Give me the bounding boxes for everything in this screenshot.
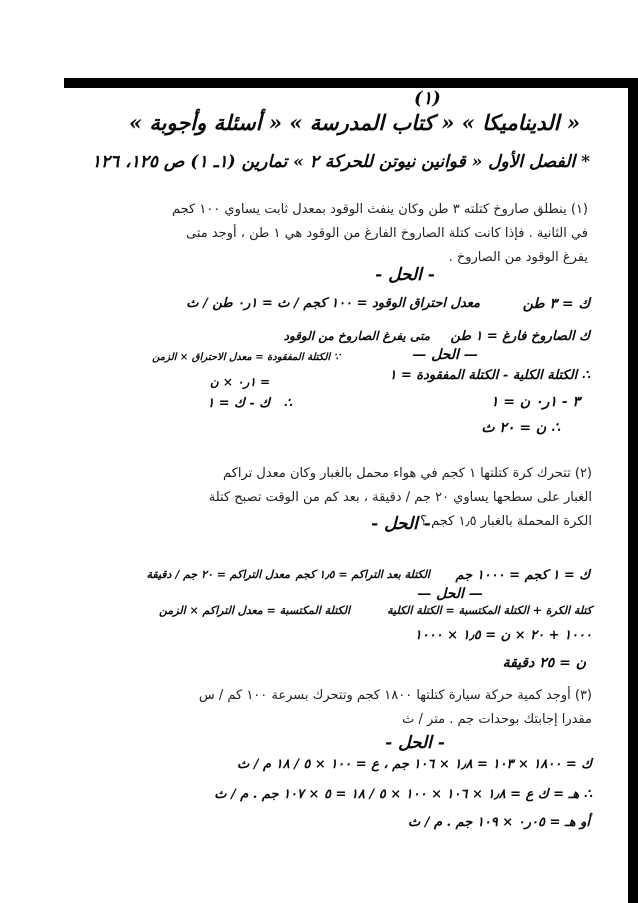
problem2-given-mass: ك = ١ كجم = ١٠٠٠ جم bbox=[455, 568, 590, 583]
problem1-given-mass: ك = ٣ طن bbox=[522, 296, 590, 312]
problem1-side-1: ∵ الكتلة المفقودة = معدل الاحتراق × الزمن bbox=[152, 352, 340, 363]
problem1-solution-title: - الحل - bbox=[375, 265, 435, 285]
problem1-question: (١) ينطلق صاروخ كتلته ٣ طن وكان ينفث الوقود بمعدل ثابت يساوي ١٠٠ كجم في الثانية . فإذا كانت كتلة الصاروخ الفارغ من الوقود هي ١ طن ، أوجد متى يفرغ الوقود من الصاروخ . bbox=[171, 202, 588, 265]
problem2-step-2: ١٠٠٠ + ٢٠ × ن = ١٫٥ × ١٠٠٠ bbox=[414, 628, 592, 643]
problem1-given-empty: ك الصاروخ فارغ = ١ طن bbox=[450, 329, 590, 344]
problem3-line-2: ∴ هـ = ك ع = ١٫٨ × ١٠٦ × ١٠٠ × ٥ / ١٨ = ٥ × ١٠٧ جم . م / ث bbox=[214, 787, 592, 802]
problem1-side-2: = ١ر٠ × ن bbox=[209, 375, 270, 389]
problem2-sub-title: — الحل — bbox=[417, 586, 483, 602]
problem1-sub-title: — الحل — bbox=[412, 347, 478, 363]
header-title: « الديناميكا » « كتاب المدرسة » « أسئلة وأجوبة » bbox=[128, 110, 580, 135]
problem1-given-rate: معدل احتراق الوقود = ١٠٠ كجم / ث = ١ر٠ طن / ث bbox=[186, 296, 480, 311]
problem2-side-1: الكتلة المكتسبة = معدل التراكم × الزمن bbox=[158, 604, 350, 617]
problem1-step-1: ∴ الكتلة الكلية - الكتلة المفقودة = ١ bbox=[389, 368, 590, 383]
problem1-side-4: ∴ bbox=[283, 396, 292, 411]
problem2-given-after: الكتلة بعد التراكم = ١٫٥ كجم bbox=[295, 568, 430, 581]
right-border-bar bbox=[628, 78, 638, 903]
problem3-question: (٣) أوجد كمية حركة سيارة كتلتها ١٨٠٠ كجم وتتحرك بسرعة ١٠٠ كم / س مقدرا إجابتك بوحدات جم . متر / ث bbox=[198, 688, 592, 727]
header-chapter: * الفصل الأول « قوانين نيوتن للحركة ٢ » تمارين (١ـ ١) ص ١٢٥، ١٢٦ bbox=[91, 152, 590, 172]
page-mark: (١) bbox=[414, 88, 441, 109]
problem3-solution-title: - الحل - bbox=[385, 733, 445, 753]
problem1-step-2: ٣ - ١ر٠ ن = ١ bbox=[490, 394, 580, 410]
problem2-given-rate: معدل التراكم = ٢٠ جم / دقيقة bbox=[146, 568, 290, 581]
problem2-step-3: ن = ٢٥ دقيقة bbox=[502, 655, 586, 671]
problem1-side-3: ك - ك = ١ bbox=[207, 396, 270, 411]
problem3-line-3: أو هـ = ٠٥ر٠ × ١٠٩ جم . م / ث bbox=[407, 815, 590, 830]
top-border-bar bbox=[64, 78, 638, 88]
problem2-solution-title: - الحل - bbox=[371, 514, 431, 534]
problem2-step-1: كتلة الكرة + الكتلة المكتسبة = الكتلة الكلية bbox=[387, 604, 592, 617]
problem3-line-1: ك = ١٨٠٠ × ١٠٣ = ١٫٨ × ١٠٦ جم ، ع = ١٠٠ × ٥ / ١٨ م / ث bbox=[236, 757, 592, 772]
problem1-step-3: ∴ ن = ٢٠ ث bbox=[481, 420, 560, 436]
problem1-given-find: متى يفرغ الصاروخ من الوقود bbox=[283, 329, 430, 343]
problem2-question: (٢) تتحرك كرة كتلتها ١ كجم في هواء محمل بالغبار وكان معدل تراكم الغبار على سطحها يساوي ٢٠ جم / دقيقة ، بعد كم من الوقت تصبح كتلة الكرة المحملة بالغبار ١٫٥ كجم ؟ bbox=[208, 466, 592, 529]
